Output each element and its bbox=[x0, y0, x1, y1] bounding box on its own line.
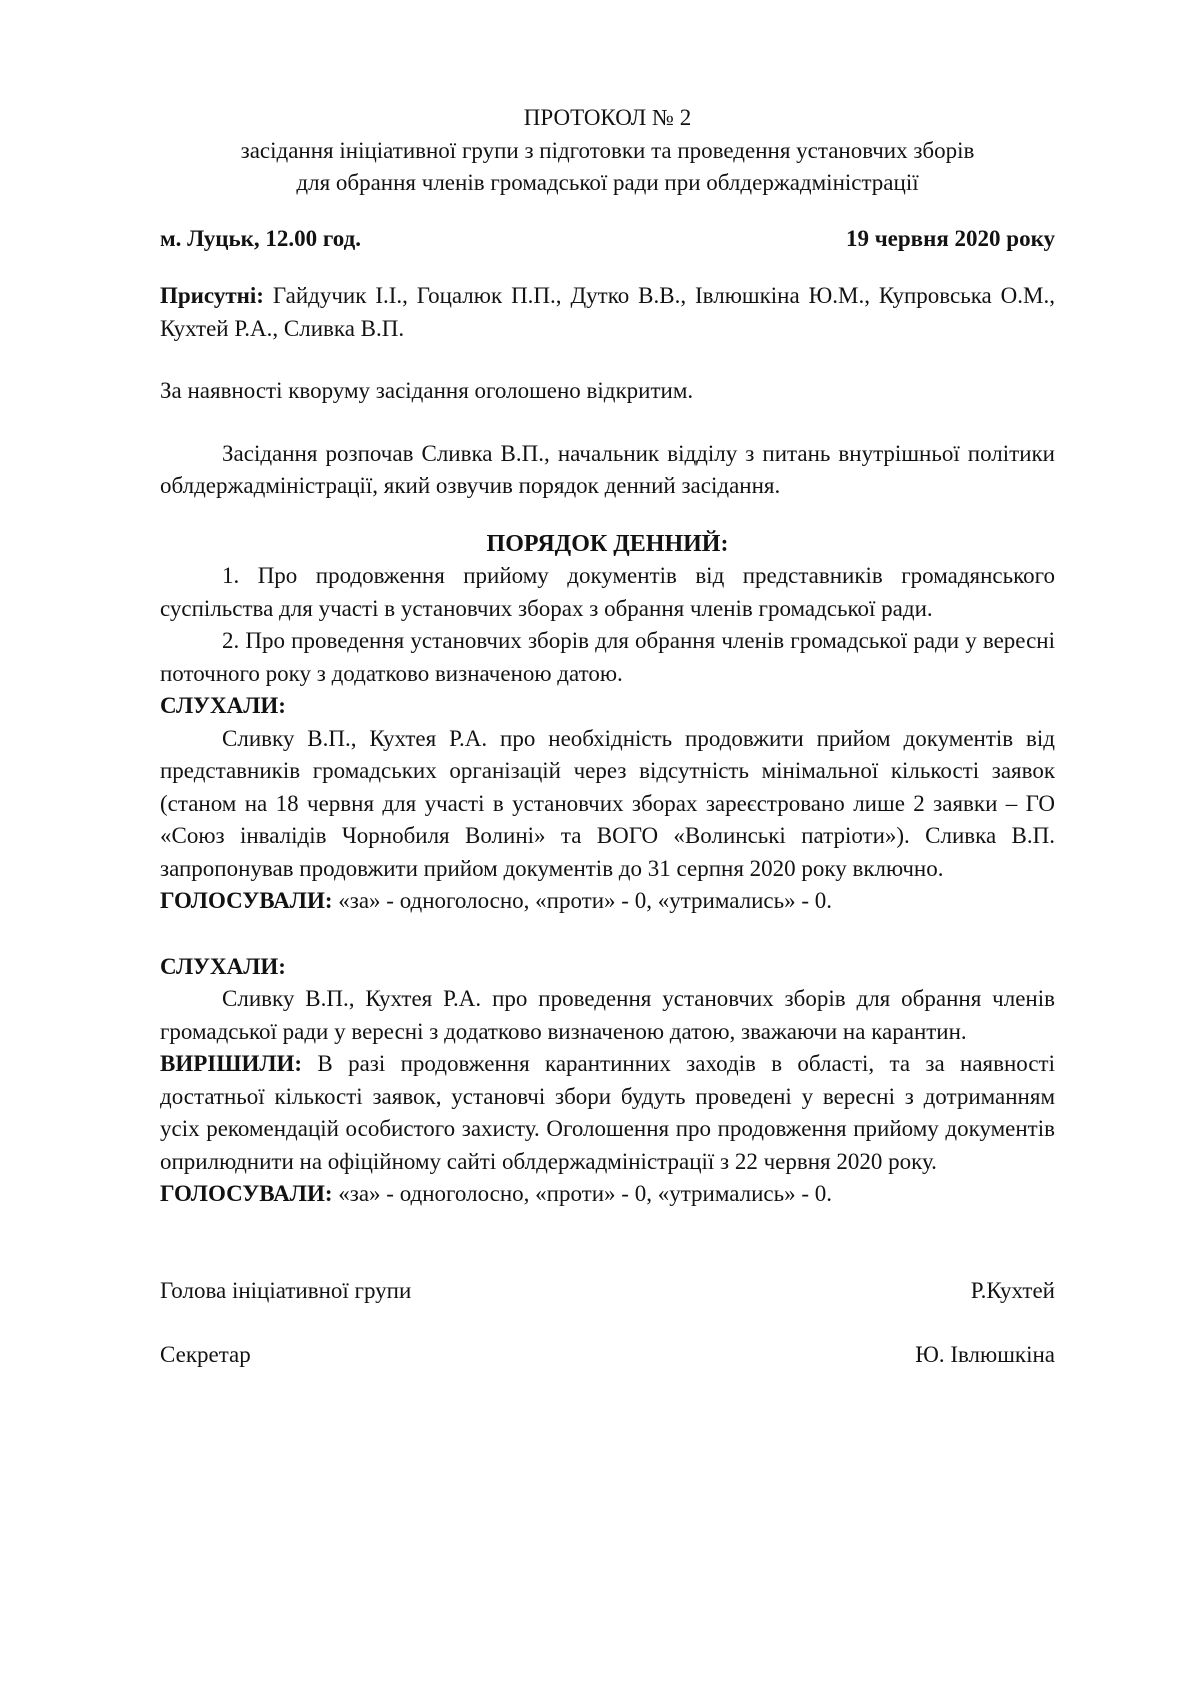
section-1-body: Сливку В.П., Кухтея Р.А. про необхідність продовжити прийом документів від представників громадських організацій через відсутність мінімальної кількості заявок (станом на 18 червня для участі в установчих зборах зареєстровано лише 2 заявки – ГО «Союз інвалідів Чорнобиля Волині» та ВОГО «Волинські патріоти»). Сливка В.П. запропонував продовжити прийом документів до 31 серпня 2020 року включно. bbox=[160, 725, 1055, 881]
attendees-names: Гайдучик І.І., Гоцалюк П.П., Дутко В.В., Івлюшкіна Ю.М., Купровська О.М., Кухтей Р.А., Сливка В.П. bbox=[160, 283, 1055, 341]
section-heard-1 bbox=[160, 690, 1055, 918]
attendees-label: Присутні: bbox=[160, 283, 264, 308]
agenda-item-2: 2. Про проведення установчих зборів для обрання членів громадської ради у вересні поточного року з додатково визначеною датою. bbox=[160, 628, 1055, 686]
section-heard-2 bbox=[160, 951, 1055, 1211]
section-1-heading: СЛУХАЛИ: bbox=[160, 693, 286, 718]
title-line-meeting-description: засідання ініціативної групи з підготовки та проведення установчих зборів bbox=[240, 137, 975, 163]
agenda-item-1: 1. Про продовження прийому документів від представників громадянського суспільства для участі в установчих зборах з обрання членів громадської ради. bbox=[160, 563, 1055, 621]
section-2-vote-label: ГОЛОСУВАЛИ: bbox=[160, 1181, 333, 1206]
meta-row bbox=[160, 223, 1055, 256]
opening-paragraph: Засідання розпочав Сливка В.П., начальник відділу з питань внутрішньої політики облдержадміністрації, який озвучив порядок денний засідання. bbox=[160, 440, 1055, 498]
signature-name-head: Р.Кухтей bbox=[970, 1277, 1055, 1303]
section-2-vote-line bbox=[160, 1178, 1055, 1211]
title-line-protocol-number: ПРОТОКОЛ № 2 bbox=[523, 105, 692, 130]
quorum-line: За наявності кворуму засідання оголошено відкритим. bbox=[160, 378, 694, 403]
section-2-body: Сливку В.П., Кухтея Р.А. про проведення установчих зборів для обрання членів громадської ради у вересні з додатково визначеною датою, зважаючи на карантин. bbox=[160, 986, 1055, 1044]
section-2-heading: СЛУХАЛИ: bbox=[160, 953, 286, 979]
section-1-vote-text: «за» - одноголосно, «проти» - 0, «утримались» - 0. bbox=[338, 888, 833, 913]
title-line-meeting-purpose: для обрання членів громадської ради при облдержадміністрації bbox=[296, 170, 919, 195]
section-2-resolution-text: В разі продовження карантинних заходів в області, та за наявності достатньої кількості заявок, установчі збори будуть проведені у вересні з дотриманням усіх рекомендацій особистого захисту. Оголошення про продовження прийому документів оприлюднити на офіційному сайті облдержадміністрації з 22 червня 2020 року. bbox=[160, 1051, 1055, 1174]
attendees-paragraph bbox=[160, 280, 1055, 345]
section-2-resolution bbox=[160, 1048, 1055, 1178]
signature-name-secretary: Ю. Івлюшкіна bbox=[915, 1342, 1055, 1367]
section-2-resolution-label: ВИРІШИЛИ: bbox=[160, 1051, 303, 1076]
signature-role-secretary: Секретар bbox=[160, 1342, 251, 1367]
document-title bbox=[160, 102, 1055, 200]
section-2-vote-text: «за» - одноголосно, «проти» - 0, «утримались» - 0. bbox=[338, 1181, 833, 1206]
signature-block bbox=[160, 1275, 1055, 1372]
place-time-label: м. Луцьк, 12.00 год. bbox=[160, 225, 361, 251]
signature-role-head: Голова ініціативної групи bbox=[160, 1277, 412, 1303]
section-1-vote-label: ГОЛОСУВАЛИ: bbox=[160, 888, 333, 913]
section-1-vote-line bbox=[160, 885, 1055, 918]
signature-row-secretary bbox=[160, 1339, 1055, 1372]
signature-row-head bbox=[160, 1275, 1055, 1308]
agenda-heading: ПОРЯДОК ДЕННИЙ: bbox=[486, 530, 729, 557]
date-label: 19 червня 2020 року bbox=[845, 225, 1055, 251]
